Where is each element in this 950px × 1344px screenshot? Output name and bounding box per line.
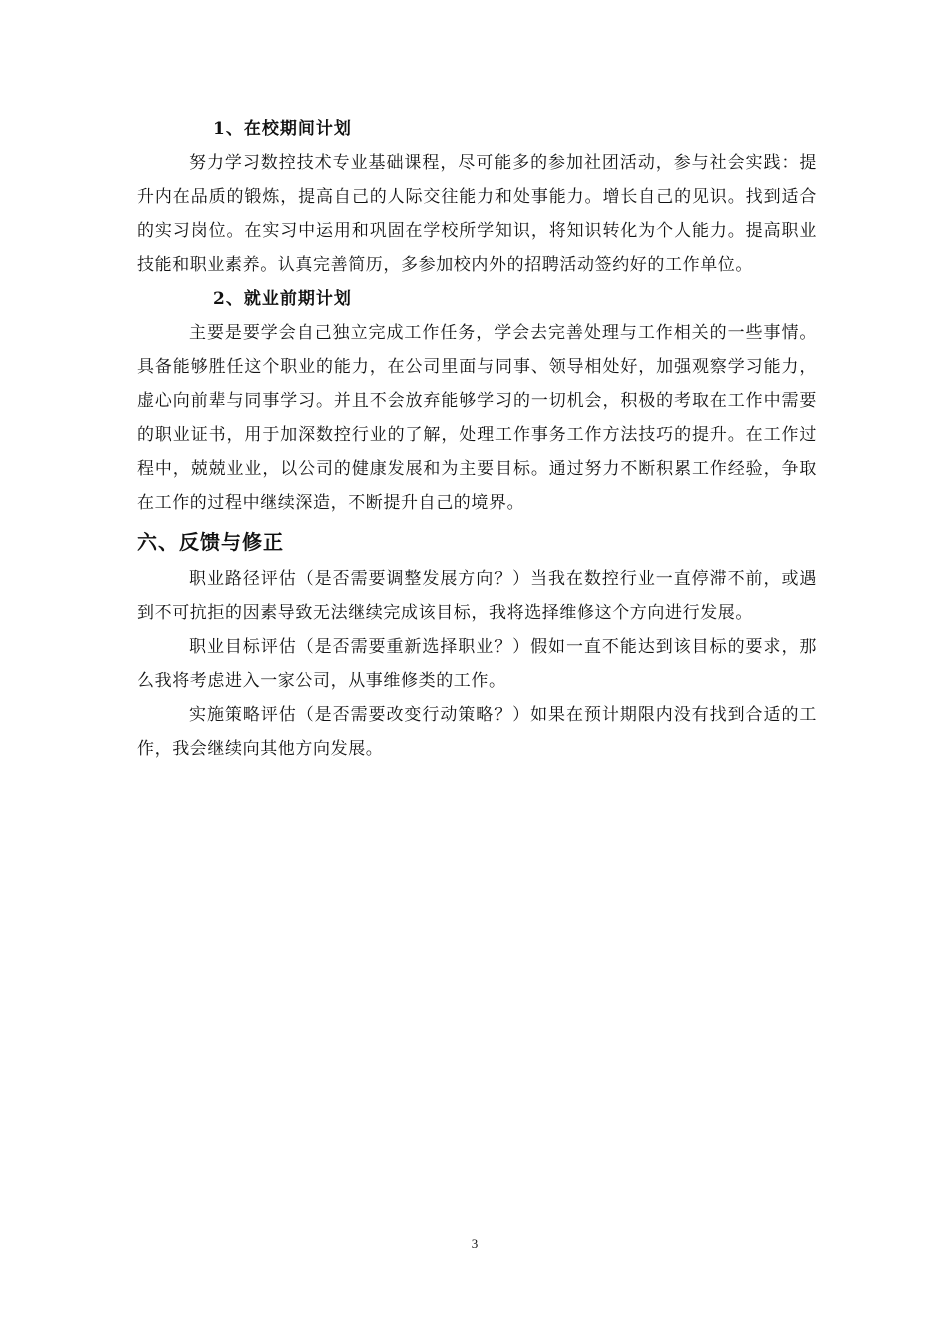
paragraph-path-evaluation: 职业路径评估（是否需要调整发展方向？）当我在数控行业一直停滞不前，或遇到不可抗拒的因素导致无法继续完成该目标，我将选择维修这个方向进行发展。 <box>137 569 817 623</box>
paragraph-goal-evaluation: 职业目标评估（是否需要重新选择职业？）假如一直不能达到该目标的要求，那么我将考虑进入一家公司，从事维修类的工作。 <box>137 637 817 691</box>
subheading-early-employment-plan: 2、就业前期计划 <box>213 289 352 309</box>
section-heading-feedback: 六、反馈与修正 <box>137 530 284 554</box>
paragraph-school-plan: 努力学习数控技术专业基础课程，尽可能多的参加社团活动，参与社会实践：提升内在品质的锻炼，提高自己的人际交往能力和处事能力。增长自己的见识。找到适合的实习岗位。在实习中运用和巩固在学校所学知识，将知识转化为个人能力。提高职业技能和职业素养。认真完善简历，多参加校内外的招聘活动签约好的工作单位。 <box>137 153 817 275</box>
subheading-school-plan: 1、在校期间计划 <box>213 119 352 139</box>
paragraph-strategy-evaluation: 实施策略评估（是否需要改变行动策略？）如果在预计期限内没有找到合适的工作，我会继续向其他方向发展。 <box>137 705 817 759</box>
page-number: 3 <box>471 1236 479 1251</box>
paragraph-early-employment-plan: 主要是要学会自己独立完成工作任务，学会去完善处理与工作相关的一些事情。具备能够胜任这个职业的能力，在公司里面与同事、领导相处好，加强观察学习能力，虚心向前辈与同事学习。并且不会放弃能够学习的一切机会，积极的考取在工作中需要的职业证书，用于加深数控行业的了解，处理工作事务工作方法技巧的提升。在工作过程中，兢兢业业，以公司的健康发展和为主要目标。通过努力不断积累工作经验，争取在工作的过程中继续深造，不断提升自己的境界。 <box>137 323 817 513</box>
page-content <box>137 112 817 766</box>
